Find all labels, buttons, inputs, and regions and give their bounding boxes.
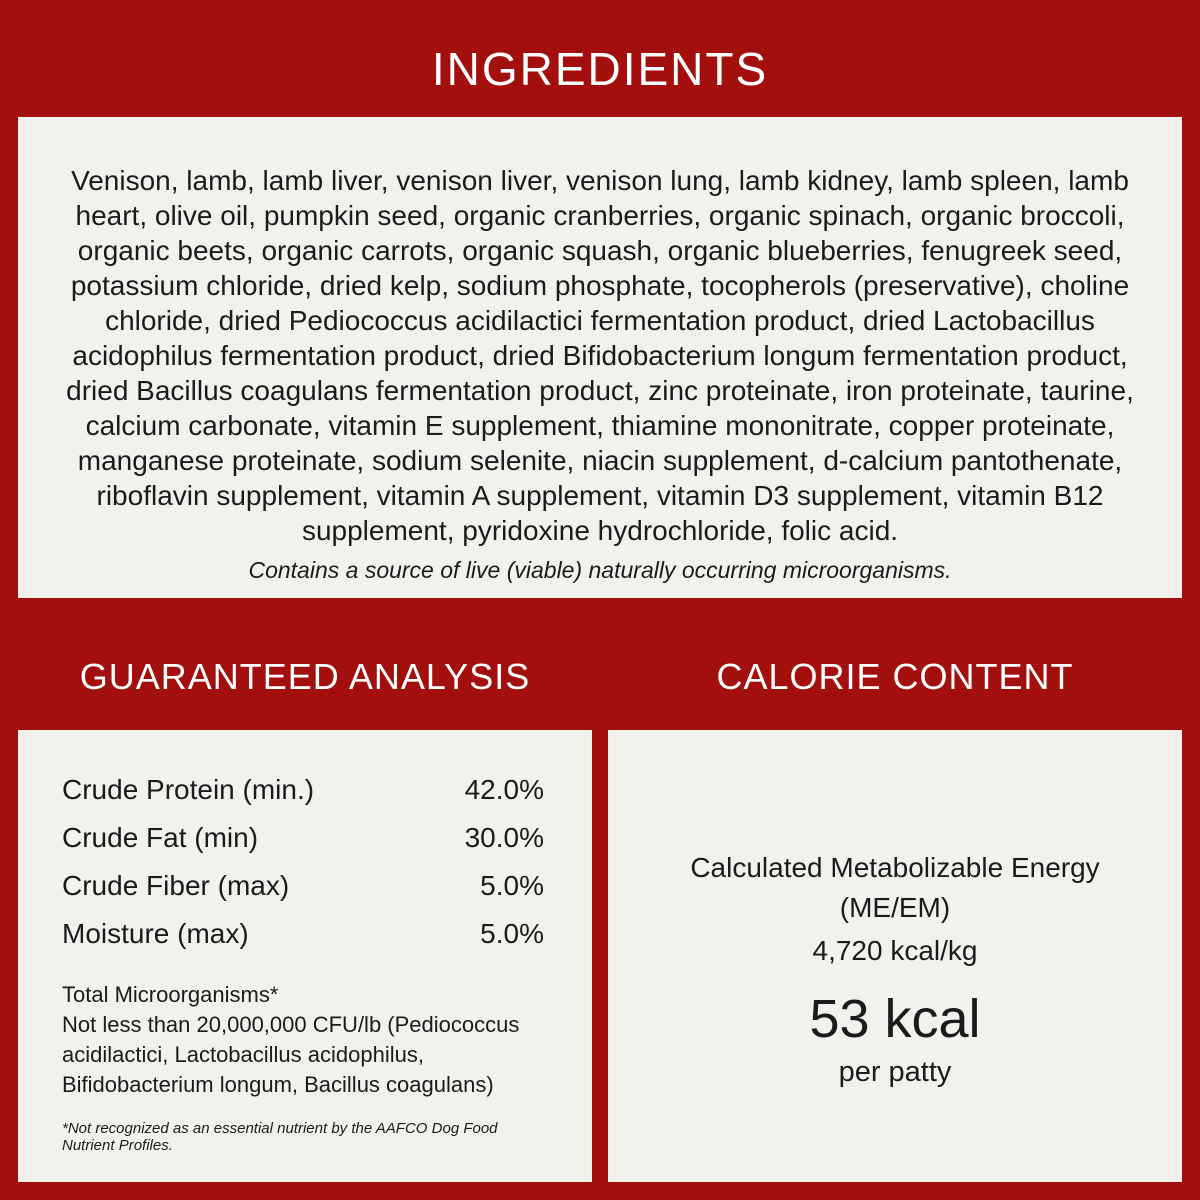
analysis-row-fat [62,814,544,862]
total-microorganisms-text: Not less than 20,000,000 CFU/lb (Pediococcus acidilactici, Lactobacillus acidophilus, Bifidobacterium longum, Bacillus coagulans) [62,1012,520,1097]
analysis-row-moisture [62,910,544,958]
kcal-per-patty-unit: per patty [838,1056,952,1089]
analysis-value: 5.0% [480,870,544,901]
analysis-label: Crude Fiber (max) [62,870,290,901]
guaranteed-analysis-panel [18,730,592,1182]
calorie-content-title: CALORIE CONTENT [716,656,1074,697]
analysis-label: Moisture (max) [62,918,249,949]
aafco-footnote: *Not recognized as an essential nutrient by the AAFCO Dog Food Nutrient Profiles. [62,1120,498,1154]
total-microorganisms-title: Total Microorganisms* [62,982,279,1007]
analysis-label: Crude Protein (min.) [62,774,315,805]
analysis-value: 42.0% [464,774,544,805]
analysis-row-protein [62,766,544,814]
kcal-per-patty-value: 53 kcal [809,989,981,1049]
analysis-label: Crude Fat (min) [62,822,259,853]
guaranteed-analysis-title: GUARANTEED ANALYSIS [79,656,531,697]
analysis-row-fiber [62,862,544,910]
live-microorganisms-note: Contains a source of live (viable) naturally occurring microorganisms. [248,557,952,583]
metabolizable-energy-label: Calculated Metabolizable Energy (ME/EM) [690,852,1100,923]
total-microorganisms-block [62,980,544,1100]
analysis-value: 30.0% [464,822,544,853]
ingredients-list-text: Venison, lamb, lamb liver, venison liver, venison lung, lamb kidney, lamb spleen, lamb heart, olive oil, pumpkin seed, organic cranberries, organic spinach, organic broccoli, organic beets, organic carrots, organic squash, organic blueberries, fenugreek seed, potassium chloride, dried kelp, sodium phosphate, tocopherols (preservative), choline chloride, dried Pediococcus acidilactici fermentation product, dried Lactobacillus acidophilus fermentation product, dried Bifidobacterium longum fermentation product, dried Bacillus coagulans fermentation product, zinc proteinate, iron proteinate, taurine, calcium carbonate, vitamin E supplement, thiamine mononitrate, copper proteinate, manganese proteinate, sodium selenite, niacin supplement, d-calcium pantothenate, riboflavin supplement, vitamin A supplement, vitamin D3 supplement, vitamin B12 supplement, pyridoxine hydrochloride, folic acid. [66,165,1134,546]
analysis-value: 5.0% [480,918,544,949]
ingredients-panel [18,117,1182,598]
ingredients-title: INGREDIENTS [431,43,769,95]
calorie-content-panel [608,730,1182,1182]
kcal-per-kg-value: 4,720 kcal/kg [812,935,978,966]
